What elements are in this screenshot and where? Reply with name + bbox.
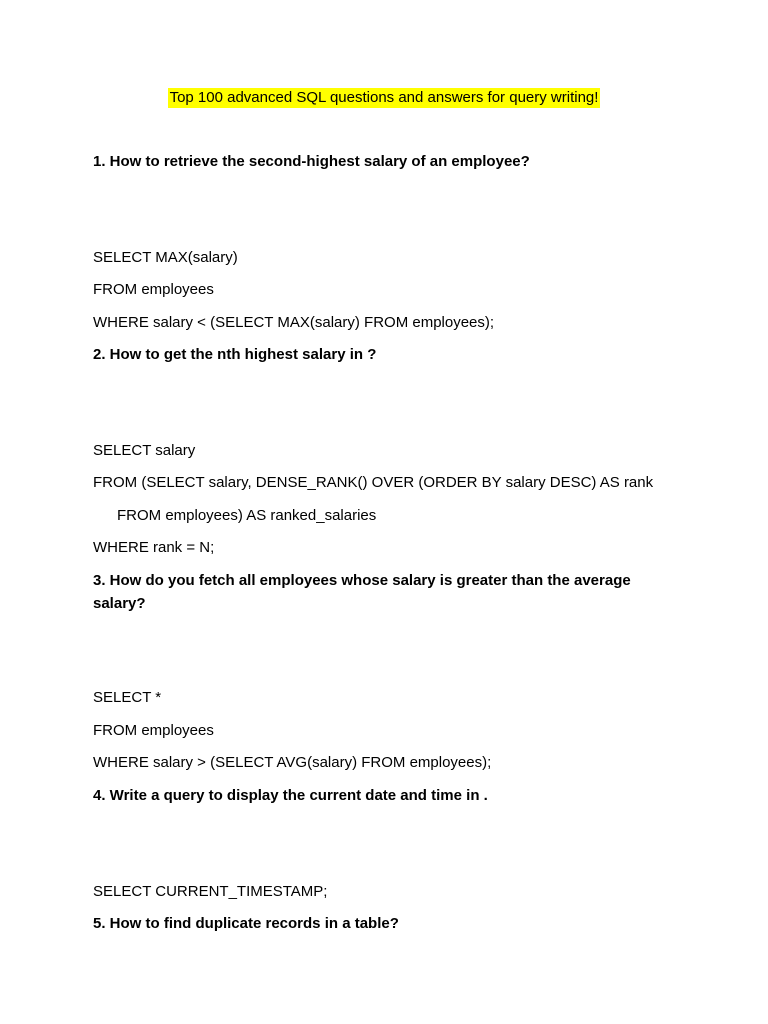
code-line: SELECT * <box>93 689 162 706</box>
code-line: FROM employees <box>93 722 214 739</box>
question-2: 2. How to get the nth highest salary in ? <box>93 346 377 363</box>
question-3: 3. How do you fetch all employees whose salary is greater than the average salary? <box>93 572 631 612</box>
question-1: 1. How to retrieve the second-highest salary of an employee? <box>93 153 530 170</box>
code-line: SELECT salary <box>93 442 196 459</box>
question-4: 4. Write a query to display the current date and time in . <box>93 787 488 804</box>
code-line: WHERE salary < (SELECT MAX(salary) FROM employees); <box>93 314 495 331</box>
title-container <box>0 88 768 108</box>
code-line: SELECT MAX(salary) <box>93 249 238 266</box>
code-line: WHERE salary > (SELECT AVG(salary) FROM employees); <box>93 754 492 771</box>
code-line: FROM employees <box>93 281 214 298</box>
code-line: FROM (SELECT salary, DENSE_RANK() OVER (ORDER BY salary DESC) AS rank <box>93 474 654 491</box>
code-line: FROM employees) AS ranked_salaries <box>117 507 377 524</box>
document-title: Top 100 advanced SQL questions and answers for query writing! <box>169 89 599 106</box>
question-5: 5. How to find duplicate records in a table? <box>93 915 399 932</box>
code-line: WHERE rank = N; <box>93 539 215 556</box>
code-line: SELECT CURRENT_TIMESTAMP; <box>93 883 328 900</box>
